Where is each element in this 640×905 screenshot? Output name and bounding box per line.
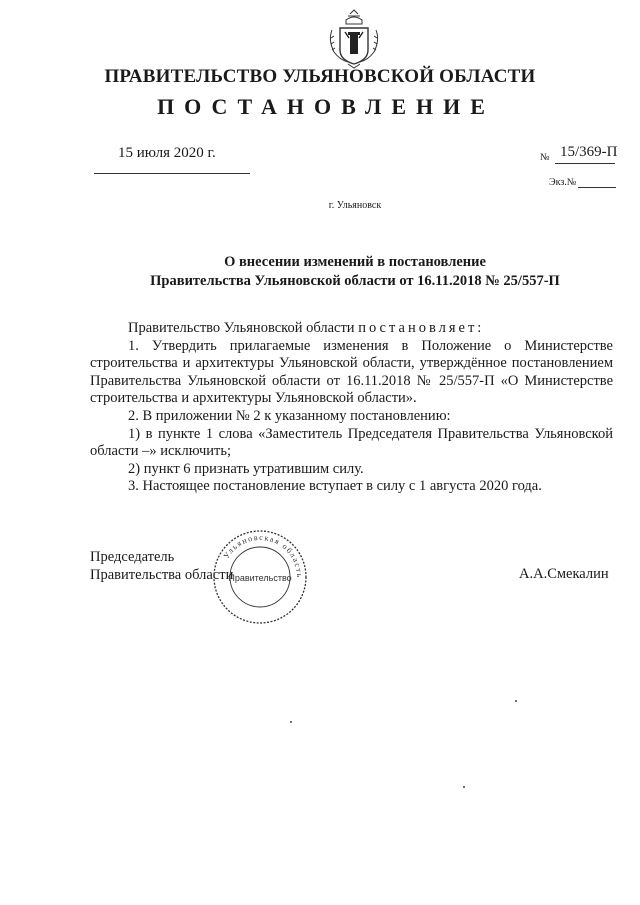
intro-text: Правительство Ульяновской области (128, 320, 359, 336)
number-sign: № (540, 152, 550, 163)
signatory-position-line-1: Председатель (90, 549, 175, 565)
paragraph-2-item-1: 1) в пункте 1 слова «Заместитель Председателя Правительства Ульяновской области –» исключить; (90, 425, 613, 460)
paragraph-2: 2. В приложении № 2 к указанному постановлению: (128, 407, 451, 424)
document-subject (0, 253, 640, 291)
subject-line-2: Правительства Ульяновской области от 16.11.2018 № 25/557-П (150, 273, 560, 289)
scan-speck (515, 700, 517, 702)
scan-speck (290, 721, 292, 723)
official-seal-icon (210, 527, 310, 627)
city-name: г. Ульяновск (328, 200, 382, 211)
document-body (90, 320, 613, 496)
intro-paragraph (90, 320, 613, 338)
number-underline (555, 163, 615, 164)
signatory-position-line-2: Правительства области (90, 567, 234, 583)
intro-spaced-verb: постановляет: (358, 320, 485, 336)
signatory-name: А.А.Смекалин (519, 566, 609, 582)
copy-number-label: Экз.№ (549, 177, 577, 188)
scan-speck (463, 786, 465, 788)
date-underline (94, 173, 250, 174)
document-number: 15/369-П (560, 144, 618, 160)
paragraph-3: 3. Настоящее постановление вступает в силу с 1 августа 2020 года. (128, 478, 542, 495)
seal-center-text: Правительство (228, 573, 292, 583)
seal-ring-text: Ульяновская область (221, 532, 305, 579)
document-date: 15 июля 2020 г. (118, 145, 216, 161)
coat-of-arms-emblem-icon (326, 8, 382, 70)
paragraph-1: 1. Утвердить прилагаемые изменения в Положение о Министерстве строительства и архитектуры Ульяновской области, утверждённое постановлением Правительства Ульяновской области от 16.11.2018 № 25/557-П «О Министерстве строительства и архитектуры Ульяновской области». (90, 337, 613, 407)
document-type-title: ПОСТАНОВЛЕНИЕ (157, 94, 495, 119)
paragraph-2-item-2: 2) пункт 6 признать утратившим силу. (128, 460, 364, 477)
subject-line-1: О внесении изменений в постановление (224, 254, 486, 270)
copy-number-underline (578, 187, 616, 188)
government-title: ПРАВИТЕЛЬСТВО УЛЬЯНОВСКОЙ ОБЛАСТИ (104, 66, 536, 87)
